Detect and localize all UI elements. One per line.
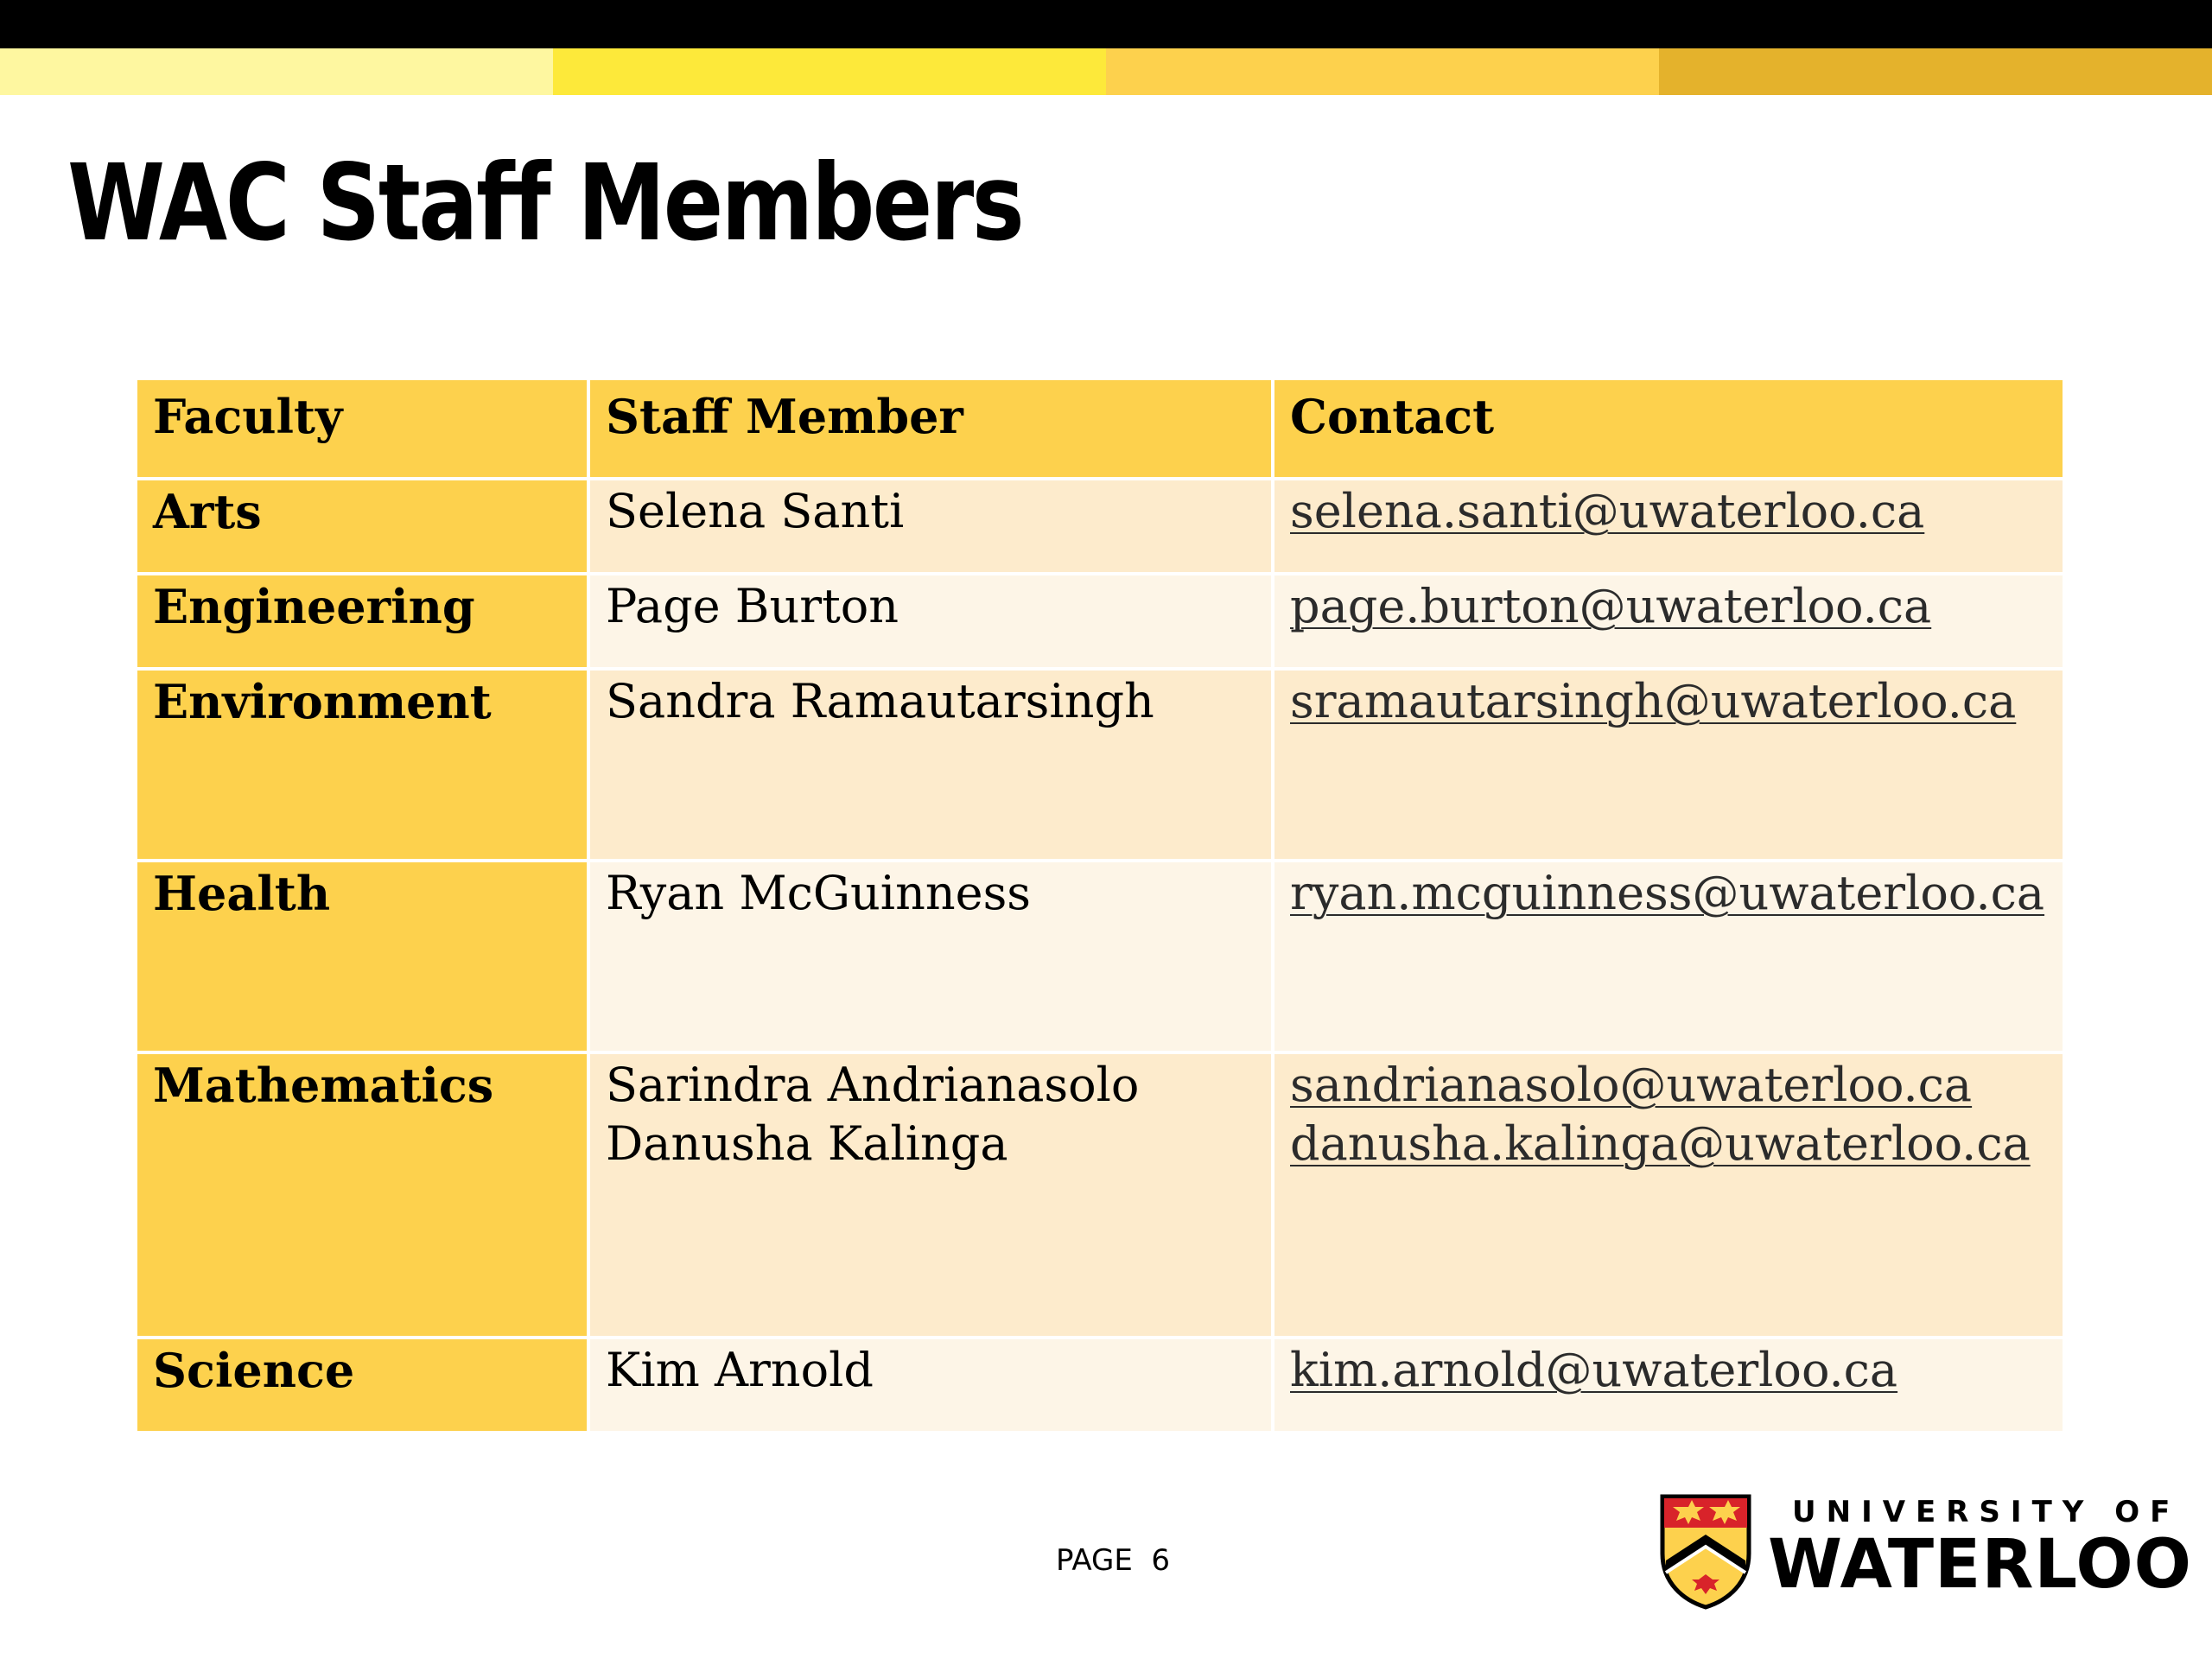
university-logo	[1657, 1493, 2192, 1614]
staff-cell	[590, 862, 1271, 1051]
contact-cell	[1274, 575, 2063, 667]
logo-waterloo: WATERLOO	[1768, 1526, 2192, 1604]
table-row	[137, 575, 2063, 667]
staff-cell	[590, 480, 1271, 572]
staff-name: Danusha Kalinga	[606, 1116, 1008, 1171]
staff-name: Kim Arnold	[606, 1343, 874, 1397]
table-row	[137, 1054, 2063, 1336]
staff-cell	[590, 1054, 1271, 1336]
email-link[interactable]: selena.santi@uwaterloo.ca	[1290, 484, 1925, 538]
contact-cell	[1274, 862, 2063, 1051]
email-link[interactable]: kim.arnold@uwaterloo.ca	[1290, 1343, 1898, 1397]
faculty-cell: Engineering	[137, 575, 587, 667]
email-link[interactable]: sandrianasolo@uwaterloo.ca	[1290, 1058, 1973, 1112]
color-stripe-band	[0, 48, 2212, 95]
contact-cell	[1274, 671, 2063, 859]
header-staff-member: Staff Member	[590, 380, 1271, 477]
faculty-cell: Arts	[137, 480, 587, 572]
email-link[interactable]: danusha.kalinga@uwaterloo.ca	[1290, 1116, 2031, 1171]
staff-name: Sarindra Andrianasolo	[606, 1058, 1140, 1112]
staff-name: Ryan McGuinness	[606, 866, 1032, 920]
stripe-4	[1659, 48, 2212, 95]
top-black-bar	[0, 0, 2212, 48]
logo-university-of: UNIVERSITY OF	[1792, 1495, 2181, 1529]
staff-name: Page Burton	[606, 579, 899, 633]
contact-cell	[1274, 480, 2063, 572]
stripe-3	[1106, 48, 1659, 95]
table-row	[137, 1339, 2063, 1431]
staff-cell	[590, 671, 1271, 859]
header-contact: Contact	[1274, 380, 2063, 477]
contact-cell	[1274, 1339, 2063, 1431]
email-link[interactable]: ryan.mcguinness@uwaterloo.ca	[1290, 866, 2045, 920]
faculty-cell: Environment	[137, 671, 587, 859]
staff-name: Sandra Ramautarsingh	[606, 674, 1154, 728]
staff-name: Selena Santi	[606, 484, 905, 538]
stripe-2	[553, 48, 1106, 95]
staff-cell	[590, 1339, 1271, 1431]
table-row	[137, 862, 2063, 1051]
faculty-cell: Mathematics	[137, 1054, 587, 1336]
email-link[interactable]: sramautarsingh@uwaterloo.ca	[1290, 674, 2017, 728]
contact-cell	[1274, 1054, 2063, 1336]
university-crest-icon	[1657, 1493, 1754, 1611]
email-link[interactable]: page.burton@uwaterloo.ca	[1290, 579, 1932, 633]
table-row	[137, 480, 2063, 572]
page-number: PAGE 6	[1056, 1543, 1171, 1578]
header-faculty: Faculty	[137, 380, 587, 477]
table-row	[137, 671, 2063, 859]
slide-title: WAC Staff Members	[67, 142, 1023, 264]
staff-cell	[590, 575, 1271, 667]
table-header-row	[137, 380, 2063, 477]
staff-table	[134, 377, 2066, 1434]
stripe-1	[0, 48, 553, 95]
faculty-cell: Health	[137, 862, 587, 1051]
faculty-cell: Science	[137, 1339, 587, 1431]
